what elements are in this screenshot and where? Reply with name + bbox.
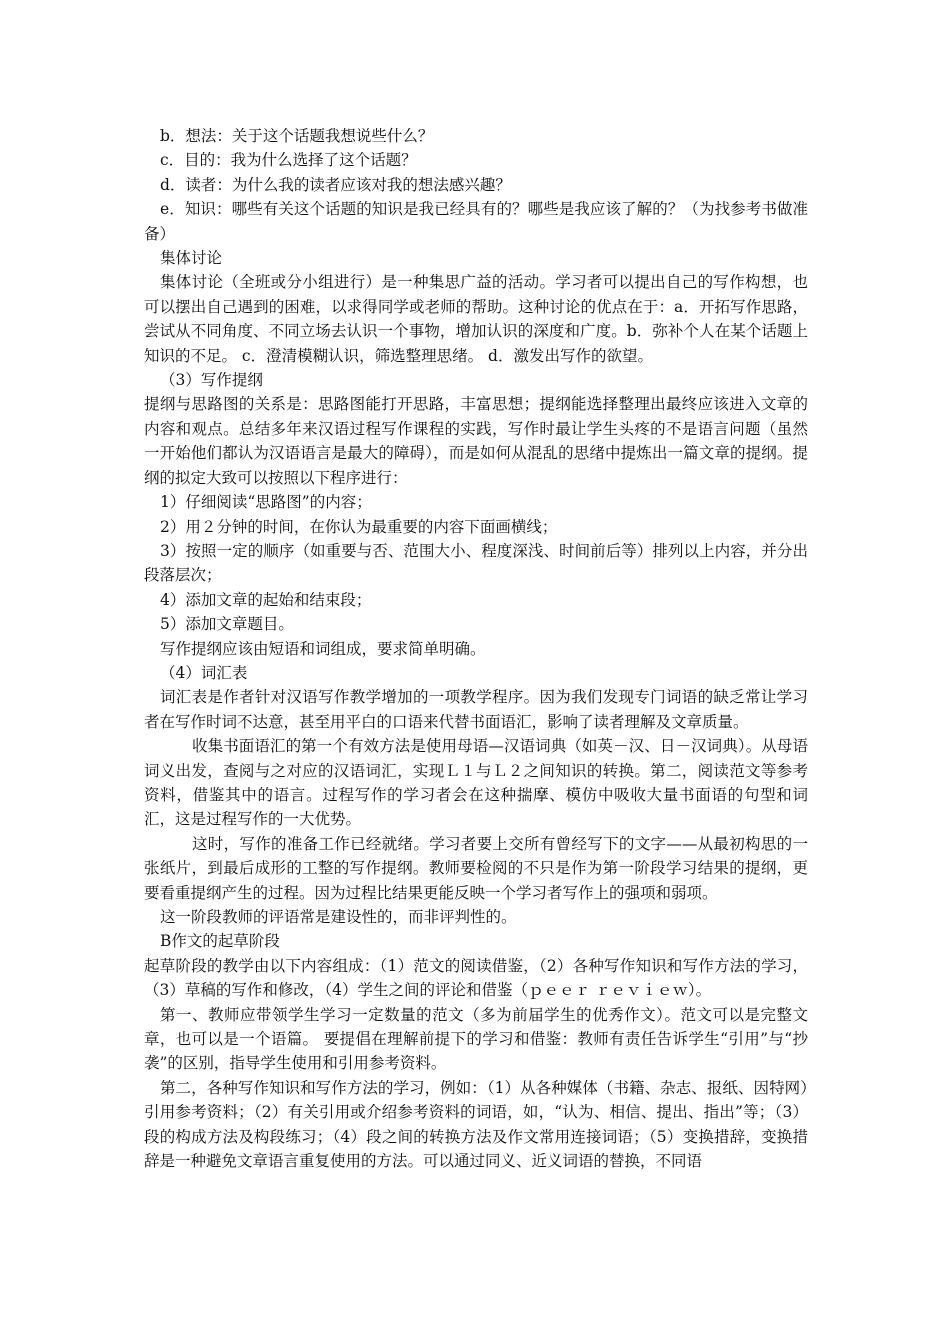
paragraph-vocabulary: 词汇表是作者针对汉语写作教学增加的一项教学程序。因为我们发现专门词语的缺乏常让学习者在写作时词不达意，甚至用平白的口语来代替书面语汇，影响了读者理解及文章质量。 (144, 688, 808, 731)
section-heading-drafting: B作文的起草阶段 (160, 932, 280, 951)
step-3: 3）按照一定的顺序（如重要与否、范围大小、程度深浅、时间前后等）排列以上内容，并分出段落层次； (144, 541, 808, 585)
paragraph-outline-rule: 写作提纲应该由短语和词组成，要求简单明确。 (160, 639, 486, 658)
paragraph-outline-intro: 提纲与思路图的关系是：思路图能打开思路，丰富思想；提纲能选择整理出最终应该进入文章的内容和观点。总结多年来汉语过程写作课程的实践，写作时最让学生头疼的不是语言问题（虽然一开始他们都认为汉语语言是最大的障碍），而是如何从混乱的思绪中提炼出一篇文章的提纲。提纲的拟定大致可以按照以下程序进行： (144, 395, 808, 487)
step-1: 1）仔细阅读“思路图”的内容； (160, 493, 372, 512)
step-5: 5）添加文章题目。 (160, 615, 294, 634)
section-heading-group-discussion: 集体讨论 (160, 249, 223, 268)
list-item-d: d．读者：为什么我的读者应该对我的想法感兴趣？ (160, 175, 511, 194)
paragraph-first: 第一、教师应带领学生学习一定数量的范文（多为前届学生的优秀作文）。范文可以是完整文章，也可以是一个语篇。 要提倡在理解前提下的学习和借鉴：教师有责任告诉学生“引用”与“抄袭”的区别，指导学生使用和引用参考资料。 (144, 1005, 808, 1073)
list-item-b: b．想法：关于这个话题我想说些什么？ (160, 127, 434, 145)
paragraph-preparation-done: 这时，写作的准备工作已经就绪。学习者要上交所有曾经写下的文字——从最初构思的一张纸片，到最后成形的工整的写作提纲。教师要检阅的不只是作为第一阶段学习结果的提纲，更要看重提纲产生的过程。因为过程比结果更能反映一个学习者写作上的强项和弱项。 (144, 834, 808, 902)
paragraph-collecting-vocabulary: 收集书面语汇的第一个有效方法是使用母语—汉语词典（如英－汉、日－汉词典）。从母语词义出发，查阅与之对应的汉语词汇，实现Ｌ１与Ｌ２之间知识的转换。第二，阅读范文等参考资料，借鉴其中的语言。过程写作的学习者会在这种揣摩、模仿中吸收大量书面语的句型和词汇，这是过程写作的一大优势。 (144, 737, 808, 829)
step-4: 4）添加文章的起始和结束段； (160, 590, 372, 609)
section-heading-outline: （3）写作提纲 (160, 371, 263, 390)
step-2: 2）用２分钟的时间，在你认为最重要的内容下面画横线； (160, 517, 558, 536)
section-heading-vocabulary: （4）词汇表 (160, 663, 248, 682)
paragraph-teacher-comments: 这一阶段教师的评语常是建设性的，而非评判性的。 (160, 908, 517, 926)
paragraph-second: 第二，各种写作知识和写作方法的学习，例如：（1）从各种媒体（书籍、杂志、报纸、因特网）引用参考资料；（2）有关引用或介绍参考资料的词语，如，“认为、相信、提出、指出”等；（3）段的构成方法及构段练习；（4）段之间的转换方法及作文常用连接词语；（5）变换措辞，变换措辞是一种避免文章语言重复使用的方法。可以通过同义、近义词语的替换，不同语 (144, 1078, 808, 1171)
paragraph-group-discussion: 集体讨论（全班或分小组进行）是一种集思广益的活动。学习者可以提出自己的写作构想，也可以摆出自己遇到的困难，以求得同学或老师的帮助。这种讨论的优点在于：a．开拓写作思路，尝试从不同角度、不同立场去认识一个事物，增加认识的深度和广度。b．弥补个人在某个话题上知识的不足。 c．澄清模糊认识，筛选整理思绪。 d．激发出写作的欲望。 (144, 273, 808, 365)
list-item-c: c．目的：我为什么选择了这个话题？ (160, 151, 417, 170)
paragraph-drafting-intro: 起草阶段的教学由以下内容组成：（1）范文的阅读借鉴，（2）各种写作知识和写作方法的学习，（3）草稿的写作和修改，（4）学生之间的评论和借鉴（ｐｅｅｒ ｒｅｖｉｅｗ）。 (144, 956, 808, 1000)
document-body (144, 124, 808, 1173)
list-item-e: e．知识：哪些有关这个话题的知识是我已经具有的？哪些是我应该了解的？（为找参考书做准备） (144, 200, 808, 243)
